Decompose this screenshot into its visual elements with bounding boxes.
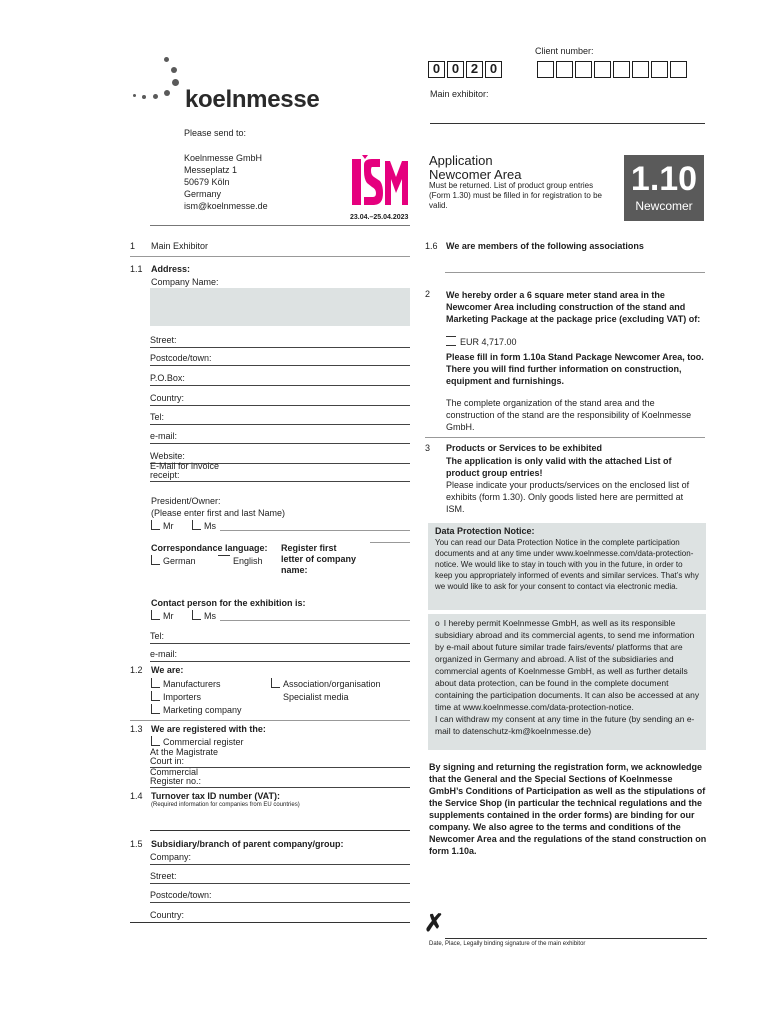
contact-email-field[interactable]	[150, 649, 410, 662]
form-code-digit: 0	[485, 61, 502, 78]
website-label: Website:	[150, 451, 185, 461]
company-name-field[interactable]	[150, 288, 410, 326]
marketing-checkbox[interactable]	[151, 704, 242, 716]
checkbox[interactable]	[218, 555, 230, 565]
section-2-number: 2	[425, 289, 431, 299]
section-1-title: Main Exhibitor	[151, 241, 209, 251]
president-label: President/Owner:	[151, 496, 221, 506]
checkbox[interactable]	[151, 520, 160, 530]
contact-ms-checkbox[interactable]	[192, 610, 216, 622]
country-label: Country:	[150, 910, 185, 920]
email-label: e-mail:	[150, 649, 178, 659]
signature-label: Date, Place, Legally binding signature of the main exhibitor	[429, 941, 586, 947]
email-invoice-field[interactable]	[150, 462, 410, 482]
section-3-note: Please indicate your products/services on the enclosed list of exhibits (form 1.30). Only goods listed here are permitted at ISM.	[446, 480, 690, 514]
logo-dot	[172, 79, 179, 86]
specialist-media-checkbox[interactable]	[271, 691, 349, 703]
ms-checkbox[interactable]	[192, 520, 216, 532]
postcode-field[interactable]	[150, 353, 410, 366]
data-protection-text: You can read our Data Protection Notice in the complete participation documents and at any time under www.koelnmesse.com/data-protection-notice. We would like to stay in touch with you in the future, in order to keep you appropriately informed of events and similar services. That’s why we would like to ask for your consent to contact via electronic media.	[435, 538, 699, 591]
divider	[130, 256, 410, 257]
english-label: English	[233, 556, 263, 566]
main-exhibitor-label: Main exhibitor:	[430, 89, 489, 99]
form-name: Newcomer	[635, 199, 693, 213]
divider	[425, 437, 705, 438]
company-name-label: Company Name:	[151, 277, 219, 287]
pobox-field[interactable]	[150, 373, 410, 386]
section-1-4-note: (Required information for companies from EU countries)	[151, 802, 300, 808]
consent-checkbox[interactable]: o	[435, 618, 440, 628]
please-send-to: Please send to:	[184, 128, 247, 138]
ism-logo	[350, 155, 412, 211]
correspondence-language-label: Correspondance language:	[151, 543, 268, 553]
footer-divider	[130, 922, 410, 923]
subsidiary-postcode-field[interactable]	[150, 890, 410, 903]
section-1-6-title: We are members of the following associations	[446, 241, 644, 251]
email-label: e-mail:	[150, 431, 178, 441]
register-letter-field[interactable]	[370, 542, 410, 543]
mr-label: Mr	[163, 521, 174, 531]
logo-dot	[171, 67, 177, 73]
price-checkbox[interactable]	[446, 336, 517, 348]
country-label: Country:	[150, 393, 185, 403]
client-number-box[interactable]	[651, 61, 668, 78]
magistrate-label: At the Magistrate Court in:	[150, 747, 219, 766]
section-1-1-number: 1.1	[130, 264, 143, 274]
company-label: Company:	[150, 852, 192, 862]
form-code-digit: 2	[466, 61, 483, 78]
data-protection-panel	[428, 523, 706, 610]
logo-dot	[133, 94, 136, 97]
tel-label: Tel:	[150, 631, 165, 641]
president-hint: (Please enter first and last Name)	[151, 508, 286, 518]
checkbox[interactable]	[151, 704, 160, 714]
section-1-1-title: Address:	[151, 264, 191, 274]
withdraw-text: I can withdraw my consent at any time in the future (by sending an e-mail to datenschutz-km@koelnmesse.de)	[435, 714, 695, 736]
contact-tel-field[interactable]	[150, 631, 410, 644]
checkbox[interactable]	[271, 691, 280, 701]
section-1-2-title: We are:	[151, 665, 184, 675]
street-label: Street:	[150, 335, 177, 345]
ms-label: Ms	[204, 521, 216, 531]
consent-text-block	[435, 617, 700, 713]
ism-logo-mark	[350, 155, 412, 211]
vat-field[interactable]	[150, 830, 410, 831]
section-2-note: The complete organization of the stand area and the construction of the stand are the responsibility of Koelnmesse GmbH.	[446, 398, 692, 432]
associations-field[interactable]	[445, 272, 705, 273]
tel-field[interactable]	[150, 412, 410, 425]
logo-dot	[164, 90, 170, 96]
email-invoice-label: E-Mail for invoice receipt:	[150, 461, 220, 480]
checkbox[interactable]	[271, 678, 280, 688]
german-checkbox[interactable]	[151, 555, 196, 567]
address-line: ism@koelnmesse.de	[184, 201, 268, 211]
marketing-label: Marketing company	[163, 705, 242, 715]
form-number-badge	[624, 155, 704, 221]
section-1-3-title: We are registered with the:	[151, 724, 266, 734]
header-divider	[150, 225, 410, 226]
english-checkbox[interactable]	[218, 555, 263, 567]
logo-dot	[153, 94, 158, 99]
form-code-digit: 0	[447, 61, 464, 78]
mr-label: Mr	[163, 611, 174, 621]
address-line: Messeplatz 1	[184, 165, 238, 175]
checkbox[interactable]	[151, 691, 160, 701]
section-2-text: We hereby order a 6 square meter stand area in the Newcomer Area including construction of the stand and Marketing Package at the package price (excluding VAT) of:	[446, 290, 701, 324]
signature-field[interactable]	[445, 938, 707, 939]
client-number-box[interactable]	[575, 61, 592, 78]
section-3-title: Products or Services to be exhibited	[446, 443, 603, 453]
section-1-2-number: 1.2	[130, 665, 143, 675]
contact-person-field[interactable]	[220, 620, 410, 621]
tel-label: Tel:	[150, 412, 165, 422]
register-letter-label: Register first letter of company name:	[281, 543, 357, 575]
association-label: Association/organisation	[283, 679, 381, 689]
section-1-5-title: Subsidiary/branch of parent company/group:	[151, 839, 344, 849]
register-no-field[interactable]	[150, 768, 410, 788]
subsidiary-street-field[interactable]	[150, 871, 410, 884]
specialist-media-label: Specialist media	[283, 692, 349, 702]
form-code-boxes	[428, 61, 502, 78]
checkbox[interactable]	[151, 736, 160, 746]
address-block	[184, 152, 268, 212]
ms-label: Ms	[204, 611, 216, 621]
main-exhibitor-field[interactable]	[430, 106, 705, 124]
street-label: Street:	[150, 871, 177, 881]
checkbox[interactable]	[151, 678, 160, 688]
brand-name: koelnmesse	[185, 86, 320, 113]
client-number-box[interactable]	[670, 61, 687, 78]
manufacturers-checkbox[interactable]	[151, 678, 221, 690]
event-dates: 23.04.–25.04.2023	[350, 214, 409, 221]
section-1-3-number: 1.3	[130, 724, 143, 734]
section-3-number: 3	[425, 443, 431, 453]
client-number-label: Client number:	[535, 46, 594, 56]
section-1-6-number: 1.6	[425, 241, 438, 251]
contact-person-label: Contact person for the exhibition is:	[151, 598, 306, 608]
contact-mr-checkbox[interactable]	[151, 610, 174, 622]
divider	[130, 720, 410, 721]
president-field[interactable]	[220, 530, 410, 531]
association-checkbox[interactable]	[271, 678, 381, 690]
client-number-box[interactable]	[594, 61, 611, 78]
logo-dot	[142, 95, 146, 99]
checkbox[interactable]	[446, 336, 456, 346]
section-2-bold-note: Please fill in form 1.10a Stand Package Newcomer Area, too. There you will find further information on construction, equipment and furnishings.	[446, 352, 704, 386]
email-field[interactable]	[150, 431, 410, 444]
checkbox[interactable]	[192, 610, 201, 620]
pobox-label: P.O.Box:	[150, 373, 185, 383]
postcode-label: Postcode/town:	[150, 353, 212, 363]
section-3-bold-note: The application is only valid with the attached List of product group entries!	[446, 456, 672, 478]
price-label: EUR 4,717.00	[460, 337, 517, 347]
consent-text: I hereby permit Koelnmesse GmbH, as well as its responsible subsidiary abroad and its commercial agents, to send me information by e-mail about future similar trade fairs/events/ platforms that are organized in Germany and abroad. A list of the subsidiaries and commercial agents of Koelnmesse GmbH, as well as further details about data protection, can be found in the complete document containing the participation documents. It can also be accessed at any time at www.koelnmesse.com/data-protection-notice.	[435, 618, 700, 712]
checkbox[interactable]	[151, 555, 160, 565]
section-1-4-number: 1.4	[130, 791, 143, 801]
section-1-number: 1	[130, 241, 136, 251]
register-no-label: Commercial Register no.:	[150, 767, 202, 786]
logo-dot	[164, 57, 169, 62]
importers-label: Importers	[163, 692, 202, 702]
form-number: 1.10	[630, 160, 698, 198]
address-line: 50679 Köln	[184, 177, 230, 187]
client-number-box[interactable]	[537, 61, 554, 78]
koelnmesse-logo	[130, 55, 330, 115]
postcode-label: Postcode/town:	[150, 890, 212, 900]
commercial-register-label: Commercial register	[163, 737, 244, 747]
importers-checkbox[interactable]	[151, 691, 201, 703]
magistrate-field[interactable]	[150, 748, 410, 768]
german-label: German	[163, 556, 196, 566]
client-number-box[interactable]	[613, 61, 630, 78]
street-field[interactable]	[150, 335, 410, 348]
address-line: Germany	[184, 189, 222, 199]
signature-mark: ✗	[424, 910, 445, 937]
address-line: Koelnmesse GmbH	[184, 153, 263, 163]
application-subtitle: Newcomer Area	[429, 167, 522, 182]
subsidiary-company-field[interactable]	[150, 852, 410, 865]
section-1-4-title: Turnover tax ID number (VAT):	[151, 791, 281, 801]
manufacturers-label: Manufacturers	[163, 679, 221, 689]
client-number-box[interactable]	[556, 61, 573, 78]
client-number-box[interactable]	[632, 61, 649, 78]
application-note: Must be returned. List of product group entries (Form 1.30) must be filled in for registration to be valid.	[429, 181, 602, 210]
application-title: Application	[429, 153, 493, 168]
checkbox[interactable]	[192, 520, 201, 530]
section-1-5-number: 1.5	[130, 839, 143, 849]
checkbox[interactable]	[151, 610, 160, 620]
data-protection-title: Data Protection Notice:	[435, 526, 535, 536]
mr-checkbox[interactable]	[151, 520, 174, 532]
client-number-boxes[interactable]	[537, 61, 687, 78]
country-field[interactable]	[150, 393, 410, 406]
consent-panel	[428, 614, 706, 750]
agreement-text: By signing and returning the registration form, we acknowledge that the General and the Special Sections of Koelnmesse GmbH’s Conditions of Participation as well as the stipulations of the Service Shop (in particular the technical regulations and the supplements contained in the order forms) are binding for our company. We also agree to the terms and conditions of the Newcomer Area and the regulations of the stand construction on form 1.10a.	[429, 762, 707, 856]
form-code-digit: 0	[428, 61, 445, 78]
